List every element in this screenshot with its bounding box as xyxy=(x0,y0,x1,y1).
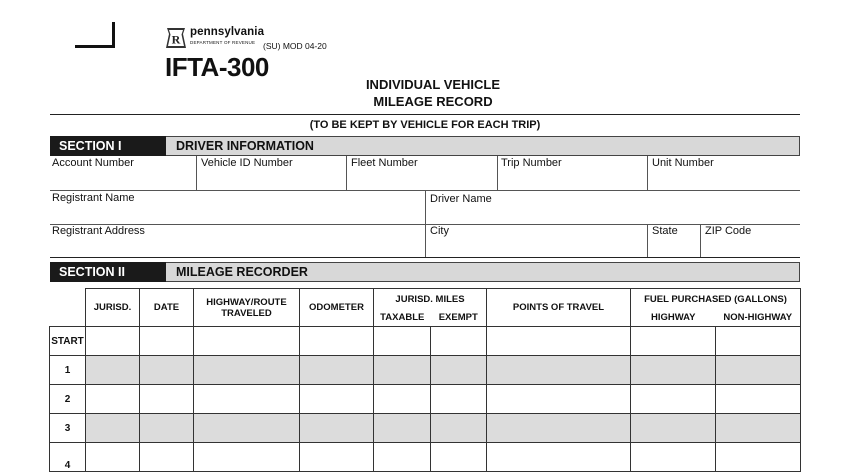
field-divider xyxy=(700,225,701,257)
field-divider xyxy=(497,156,498,191)
table-cell[interactable] xyxy=(716,356,801,385)
table-cell[interactable] xyxy=(716,327,801,356)
table-cell[interactable] xyxy=(487,443,631,472)
highway-route-header: HIGHWAY/ROUTE TRAVELED xyxy=(194,289,300,327)
section1-title: DRIVER INFORMATION xyxy=(176,139,314,153)
corner-mark xyxy=(75,22,115,48)
form-title-line1: INDIVIDUAL VEHICLE xyxy=(365,77,501,92)
field-divider xyxy=(346,156,347,191)
form-id: IFTA-300 xyxy=(165,52,269,82)
field-divider xyxy=(196,156,197,191)
state-field[interactable]: State xyxy=(652,225,678,237)
table-cell[interactable] xyxy=(86,414,140,443)
fuel-purchased-header: FUEL PURCHASED (GALLONS) xyxy=(631,289,801,310)
row-label-4: 4 xyxy=(50,443,86,472)
table-cell[interactable] xyxy=(487,327,631,356)
table-cell[interactable] xyxy=(194,385,300,414)
table-cell[interactable] xyxy=(194,414,300,443)
city-field[interactable]: City xyxy=(430,225,449,237)
table-cell[interactable] xyxy=(631,414,716,443)
table-row xyxy=(50,443,801,472)
table-cell[interactable] xyxy=(431,356,487,385)
registrant-address-field[interactable]: Registrant Address xyxy=(52,225,145,237)
field-divider xyxy=(647,225,648,257)
taxable-header: TAXABLE xyxy=(374,310,431,327)
form-title-line2: MILEAGE RECORD xyxy=(373,94,493,109)
table-cell[interactable] xyxy=(631,385,716,414)
mileage-table xyxy=(49,288,801,472)
field-divider xyxy=(647,156,648,191)
row-label-start: START xyxy=(50,327,86,356)
table-cell[interactable] xyxy=(300,385,374,414)
odometer-header: ODOMETER xyxy=(300,289,374,327)
table-cell[interactable] xyxy=(374,385,431,414)
table-cell[interactable] xyxy=(374,443,431,472)
table-cell[interactable] xyxy=(431,443,487,472)
highway-header: HIGHWAY xyxy=(631,310,716,327)
table-cell[interactable] xyxy=(194,327,300,356)
section1-label: SECTION I xyxy=(50,136,166,156)
exempt-header: EXEMPT xyxy=(431,310,487,327)
table-cell[interactable] xyxy=(300,356,374,385)
table-cell[interactable] xyxy=(631,443,716,472)
account-number-field[interactable]: Account Number xyxy=(52,157,134,169)
table-cell[interactable] xyxy=(86,443,140,472)
unit-number-field[interactable]: Unit Number xyxy=(652,157,714,169)
row-label-1: 1 xyxy=(50,356,86,385)
section-divider xyxy=(50,257,800,258)
agency-department: DEPARTMENT OF REVENUE xyxy=(190,40,256,45)
table-cell[interactable] xyxy=(86,385,140,414)
table-cell[interactable] xyxy=(431,414,487,443)
table-cell[interactable] xyxy=(631,327,716,356)
table-cell[interactable] xyxy=(487,356,631,385)
non-highway-header: NON-HIGHWAY xyxy=(716,310,801,327)
table-cell[interactable] xyxy=(194,443,300,472)
date-header: DATE xyxy=(140,289,194,327)
corner-header xyxy=(50,289,86,327)
driver-name-field[interactable]: Driver Name xyxy=(430,193,492,205)
table-cell[interactable] xyxy=(716,443,801,472)
table-cell[interactable] xyxy=(431,327,487,356)
keystone-logo-icon xyxy=(165,27,187,49)
agency-name: pennsylvania xyxy=(190,26,265,38)
points-of-travel-header: POINTS OF TRAVEL xyxy=(487,289,631,327)
table-cell[interactable] xyxy=(194,356,300,385)
form-revision: (SU) MOD 04-20 xyxy=(263,41,327,51)
section2-title: MILEAGE RECORDER xyxy=(176,265,308,279)
table-cell[interactable] xyxy=(716,414,801,443)
fleet-number-field[interactable]: Fleet Number xyxy=(351,157,418,169)
table-row xyxy=(50,414,801,443)
table-cell[interactable] xyxy=(300,327,374,356)
table-cell[interactable] xyxy=(140,356,194,385)
table-row xyxy=(50,327,801,356)
table-row xyxy=(50,356,801,385)
table-cell[interactable] xyxy=(140,385,194,414)
section2-label: SECTION II xyxy=(50,262,166,282)
table-cell[interactable] xyxy=(300,443,374,472)
table-cell[interactable] xyxy=(86,356,140,385)
jurisd-header: JURISD. xyxy=(86,289,140,327)
trip-number-field[interactable]: Trip Number xyxy=(501,157,562,169)
table-cell[interactable] xyxy=(374,414,431,443)
row-label-2: 2 xyxy=(50,385,86,414)
table-cell[interactable] xyxy=(631,356,716,385)
registrant-name-field[interactable]: Registrant Name xyxy=(52,192,135,204)
svg-text:R: R xyxy=(171,32,181,47)
title-rule xyxy=(50,114,800,115)
table-cell[interactable] xyxy=(140,414,194,443)
table-cell[interactable] xyxy=(374,356,431,385)
jurisd-miles-header: JURISD. MILES xyxy=(374,289,487,310)
row-label-3: 3 xyxy=(50,414,86,443)
table-cell[interactable] xyxy=(300,414,374,443)
table-cell[interactable] xyxy=(431,385,487,414)
table-cell[interactable] xyxy=(716,385,801,414)
vehicle-id-field[interactable]: Vehicle ID Number xyxy=(201,157,293,169)
table-cell[interactable] xyxy=(487,414,631,443)
table-cell[interactable] xyxy=(140,443,194,472)
table-cell[interactable] xyxy=(487,385,631,414)
table-cell[interactable] xyxy=(374,327,431,356)
table-row xyxy=(50,385,801,414)
table-cell[interactable] xyxy=(140,327,194,356)
zip-code-field[interactable]: ZIP Code xyxy=(705,225,752,237)
row-divider xyxy=(50,224,800,225)
form-subtitle: (TO BE KEPT BY VEHICLE FOR EACH TRIP) xyxy=(309,119,541,131)
table-cell[interactable] xyxy=(86,327,140,356)
